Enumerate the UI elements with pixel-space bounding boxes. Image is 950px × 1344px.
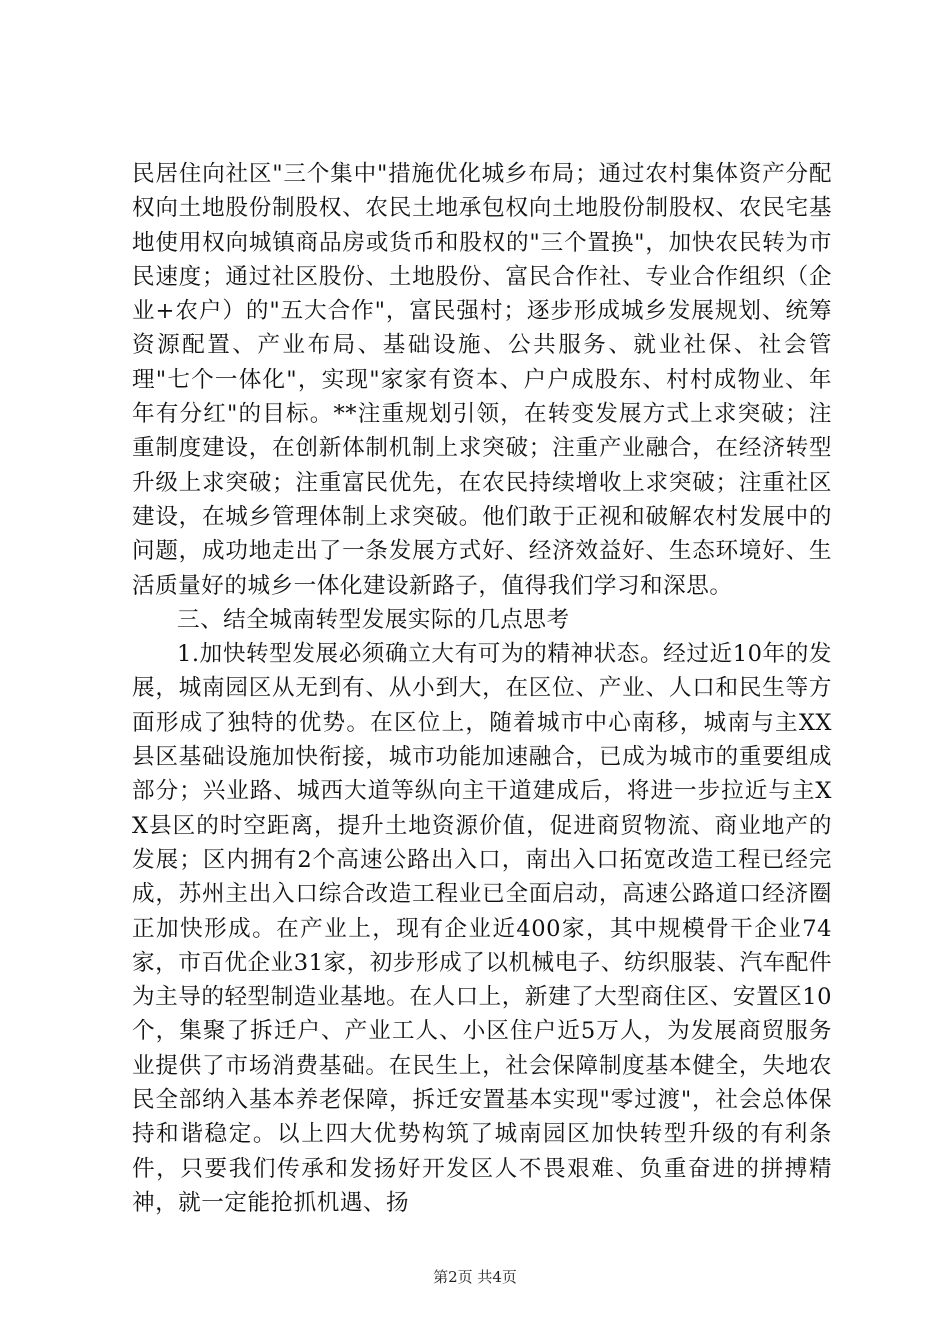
body-paragraph-1: 民居住向社区"三个集中"措施优化城乡布局；通过农村集体资产分配权向土地股份制股权、农民土地承包权向土地股份制股权、农民宅基地使用权向城镇商品房或货币和股权的"三个置换"，加快农民转为市民速度；通过社区股份、土地股份、富民合作社、专业合作组织（企业+农户）的"五大合作"，富民强村；逐步形成城乡发展规划、统筹资源配置、产业布局、基础设施、公共服务、就业社保、社会管理"七个一体化"，实现"家家有资本、户户成股东、村村成物业、年年有分红"的目标。**注重规划引领，在转变发展方式上求突破；注重制度建设，在创新体制机制上求突破；注重产业融合，在经济转型升级上求突破；注重富民优先，在农民持续增收上求突破；注重社区建设，在城乡管理体制上求突破。他们敢于正视和破解农村发展中的问题，成功地走出了一条发展方式好、经济效益好、生态环境好、生活质量好的城乡一体化建设新路子，值得我们学习和深思。	[132, 161, 832, 599]
section-heading: 三、结全城南转型发展实际的几点思考	[177, 606, 570, 633]
document-body	[132, 157, 832, 1220]
page-footer: 第2页 共4页	[433, 1268, 517, 1286]
body-paragraph-2: 1.加快转型发展必须确立大有可为的精神状态。经过近10年的发展，城南园区从无到有、从小到大，在区位、产业、人口和民生等方面形成了独特的优势。在区位上，随着城市中心南移，城南与主XX县区基础设施加快衔接，城市功能加速融合，已成为城市的重要组成部分；兴业路、城西大道等纵向主干道建成后，将进一步拉近与主XX县区的时空距离，提升土地资源价值，促进商贸物流、商业地产的发展；区内拥有2个高速公路出入口，南出入口拓宽改造工程已经完成，苏州主出入口综合改造工程业已全面启动，高速公路道口经济圈正加快形成。在产业上，现有企业近400家，其中规模骨干企业74家，市百优企业31家，初步形成了以机械电子、纺织服装、汽车配件为主导的轻型制造业基地。在人口上，新建了大型商住区、安置区10个，集聚了拆迁户、产业工人、小区住户近5万人，为发展商贸服务业提供了市场消费基础。在民生上，社会保障制度基本健全，失地农民全部纳入基本养老保障，拆迁安置基本实现"零过渡"，社会总体保持和谐稳定。以上四大优势构筑了城南园区加快转型升级的有利条件，只要我们传承和发扬好开发区人不畏艰难、负重奋进的拼搏精神，就一定能抢抓机遇、扬	[132, 641, 832, 1216]
